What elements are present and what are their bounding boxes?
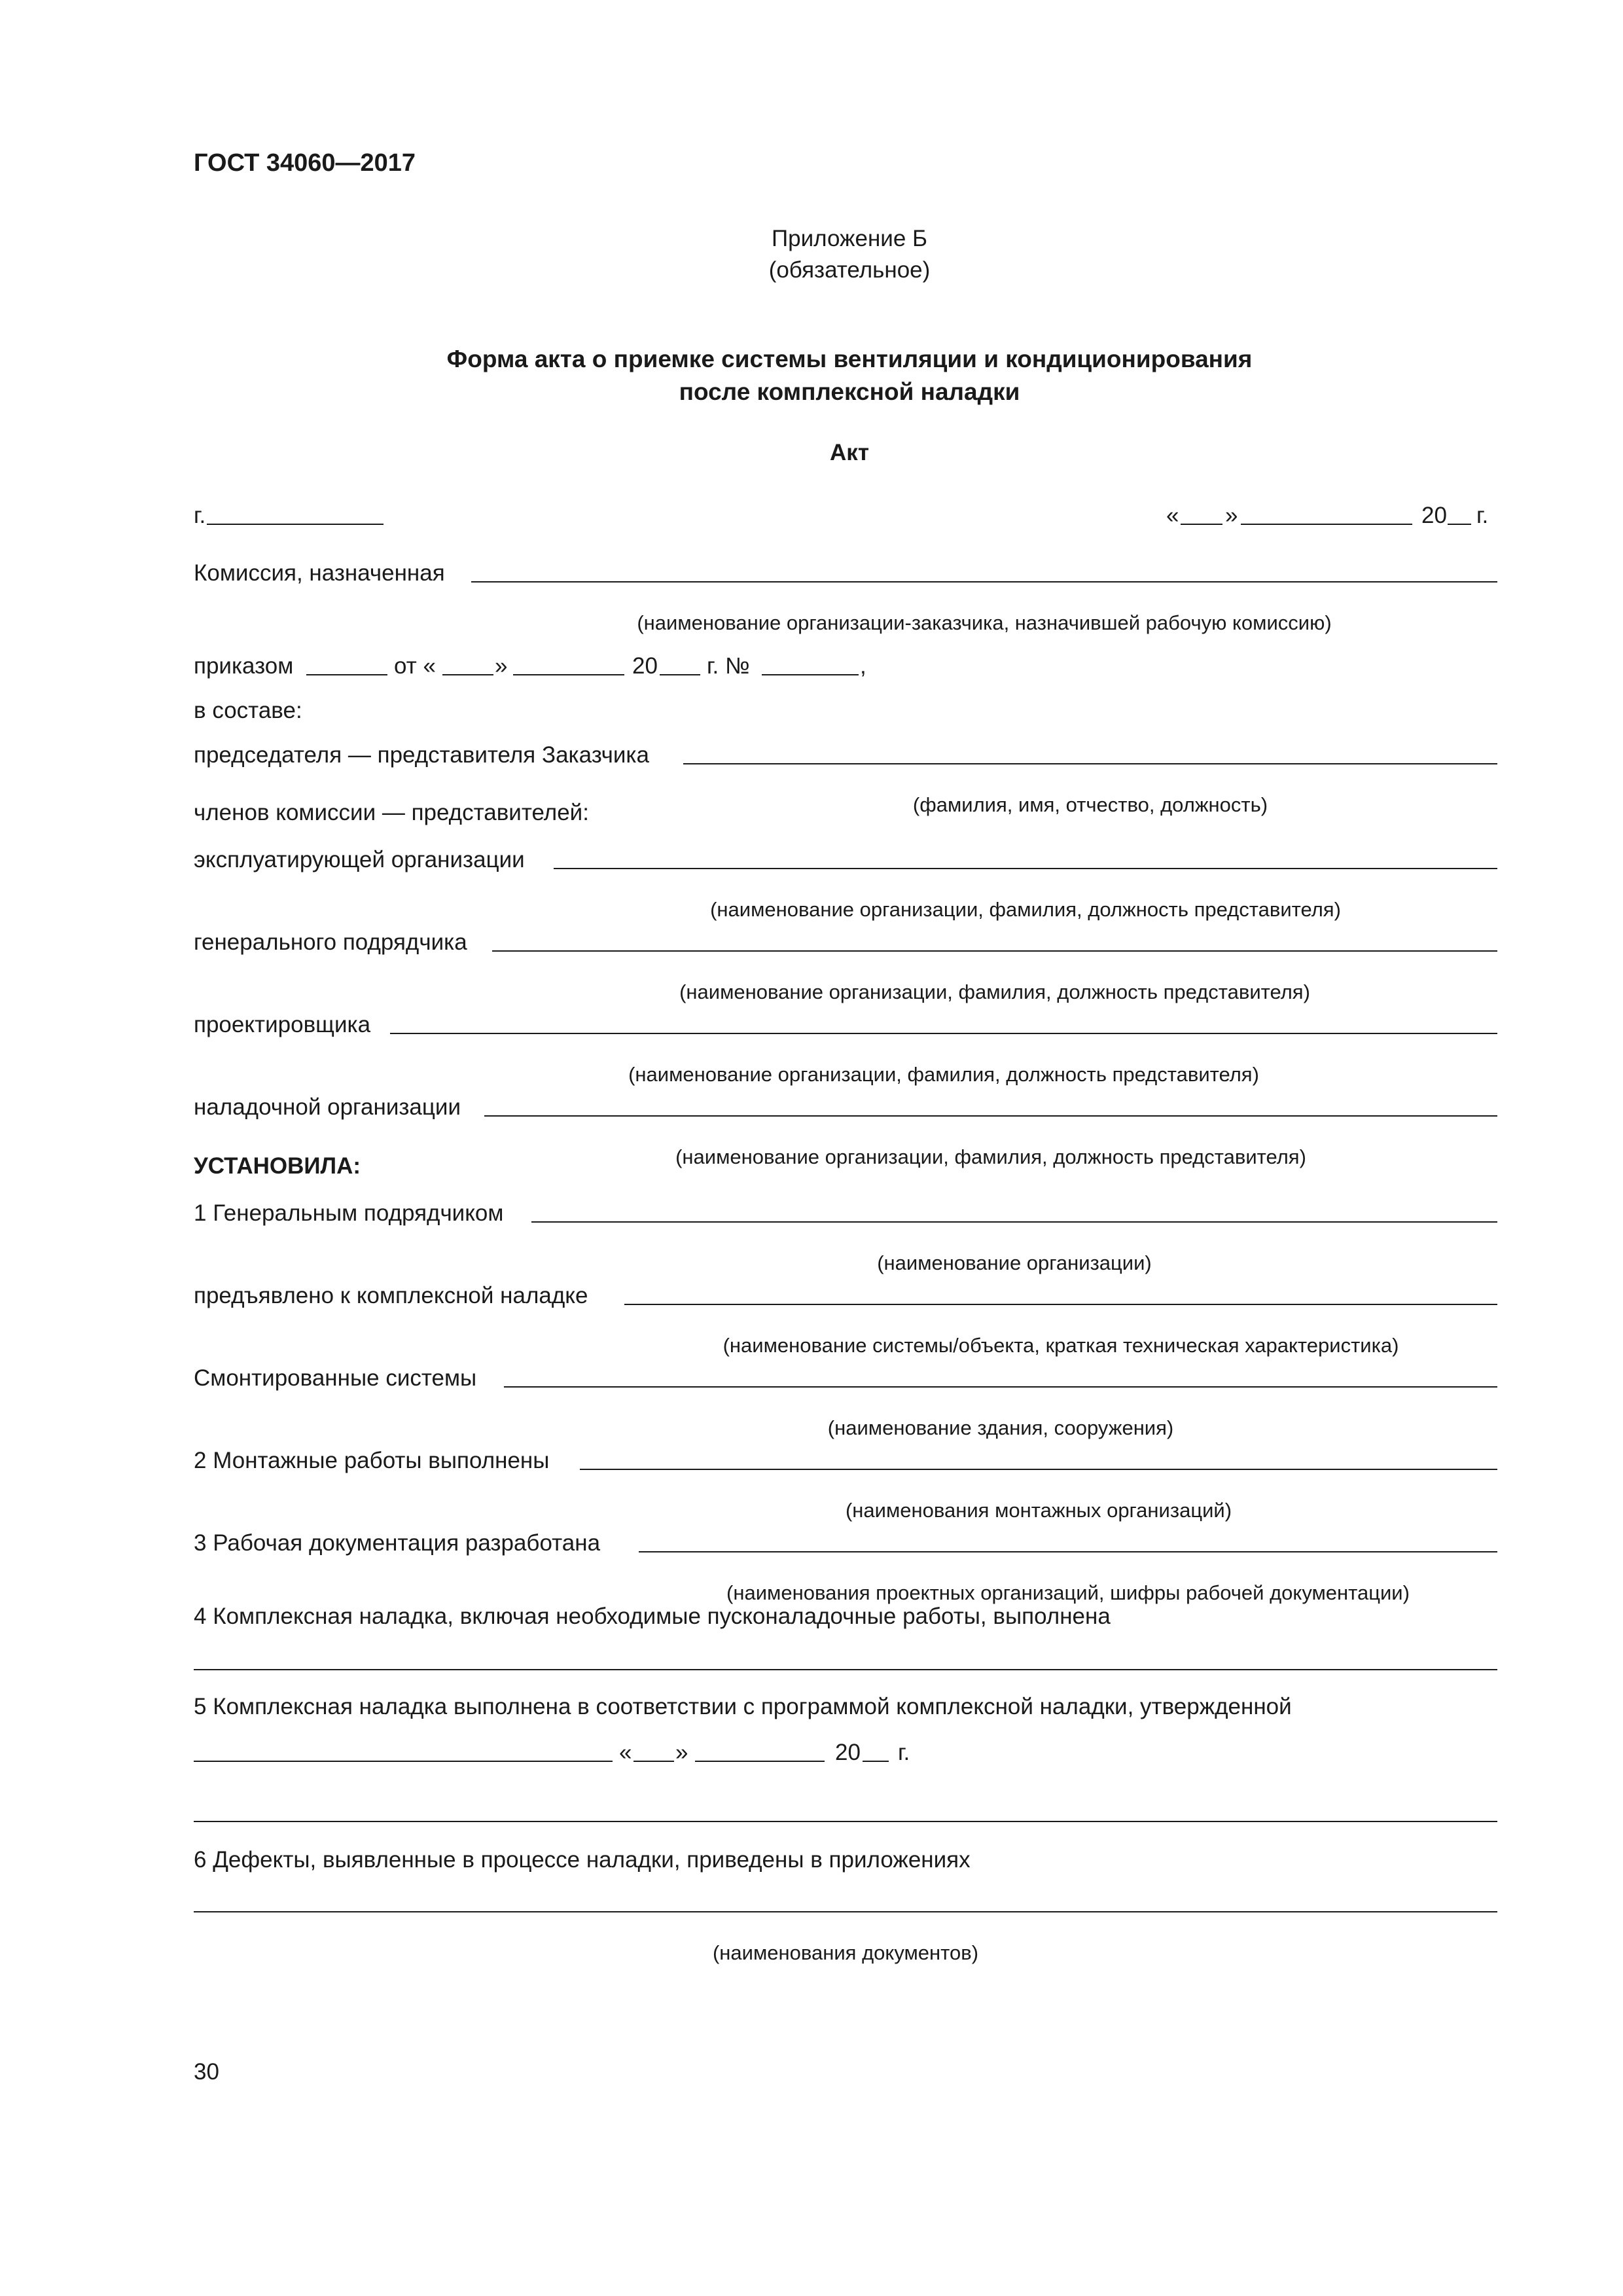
order-doc-number-field[interactable] (762, 674, 859, 675)
member-field-general-contractor[interactable] (492, 950, 1497, 952)
chairman-caption: (фамилия, имя, отчество, должность) (912, 793, 1268, 816)
form-title-line2: после комплексной наладки (679, 378, 1020, 405)
appendix-status: (обязательное) (768, 257, 931, 283)
chairman-label: председателя — представителя Заказчика (194, 742, 649, 768)
member-field-commissioning[interactable] (484, 1115, 1497, 1117)
item1-label: 1 Генеральным подрядчиком (194, 1200, 504, 1226)
year-suffix: г. (1476, 503, 1489, 528)
item2-label: 2 Монтажные работы выполнены (194, 1448, 550, 1473)
order-year-prefix: 20 (632, 653, 658, 679)
order-num-label: г. № (707, 653, 750, 679)
appendix-title: Приложение Б (772, 226, 927, 251)
item5-date-open-quote: « (619, 1740, 632, 1765)
order-number-field[interactable] (306, 674, 387, 675)
item5-month-field[interactable] (695, 1761, 825, 1762)
order-close-quote: » (495, 653, 508, 679)
item6-field[interactable] (194, 1911, 1497, 1912)
member-field-designer[interactable] (390, 1033, 1497, 1034)
item5-day-field[interactable] (633, 1761, 674, 1762)
date-open-quote: « (1166, 503, 1179, 528)
item3-field[interactable] (639, 1551, 1497, 1552)
item5-approver-field[interactable] (194, 1761, 613, 1762)
member-label-operating: эксплуатирующей организации (194, 847, 525, 872)
member-caption-operating: (наименование организации, фамилия, должность представителя) (710, 898, 1341, 921)
item3-label: 3 Рабочая документация разработана (194, 1530, 601, 1556)
item1c-caption: (наименование здания, сооружения) (827, 1416, 1174, 1439)
member-label-general-contractor: генерального подрядчика (194, 929, 467, 955)
item5-year-suffix: г. (898, 1740, 910, 1765)
standard-number: ГОСТ 34060—2017 (194, 149, 416, 177)
member-label-commissioning: наладочной организации (194, 1094, 461, 1120)
item5-year-prefix: 20 (835, 1740, 861, 1765)
commission-field[interactable] (471, 581, 1497, 583)
item4-label: 4 Комплексная наладка, включая необходимые пусконаладочные работы, выполнена (194, 1604, 1111, 1629)
item5-extra-field[interactable] (194, 1821, 1497, 1822)
page-number: 30 (194, 2059, 219, 2085)
day-field[interactable] (1181, 524, 1222, 525)
order-day-field[interactable] (442, 674, 493, 675)
item2-caption: (наименования монтажных организаций) (845, 1499, 1232, 1522)
item1-caption: (наименование организации) (877, 1251, 1152, 1274)
order-comma: , (860, 653, 866, 679)
order-prefix: приказом (194, 653, 294, 679)
member-field-operating[interactable] (554, 868, 1497, 869)
item5-label: 5 Комплексная наладка выполнена в соответствии с программой комплексной наладки, утвержденной (194, 1694, 1292, 1719)
member-caption-general-contractor: (наименование организации, фамилия, должность представителя) (679, 980, 1310, 1003)
order-from: от « (394, 653, 436, 679)
item1-field[interactable] (531, 1221, 1497, 1223)
act-label: Акт (830, 440, 869, 465)
commission-caption: (наименование организации-заказчика, назначившей рабочую комиссию) (637, 611, 1332, 634)
form-title-line1: Форма акта о приемке системы вентиляции и кондиционирования (446, 346, 1253, 372)
members-label: членов комиссии — представителей: (194, 800, 589, 825)
item1b-field[interactable] (624, 1304, 1497, 1305)
commission-label: Комиссия, назначенная (194, 560, 445, 586)
year-prefix: 20 (1421, 503, 1447, 528)
item6-caption: (наименования документов) (712, 1941, 979, 1964)
member-caption-commissioning: (наименование организации, фамилия, должность представителя) (675, 1145, 1306, 1168)
item2-field[interactable] (580, 1469, 1497, 1470)
item1b-caption: (наименование системы/объекта, краткая техническая характеристика) (722, 1334, 1399, 1357)
chairman-field[interactable] (683, 763, 1497, 764)
item6-label: 6 Дефекты, выявленные в процессе наладки, приведены в приложениях (194, 1847, 971, 1873)
order-month-field[interactable] (513, 674, 624, 675)
order-year-field[interactable] (660, 674, 700, 675)
item5-year-field[interactable] (863, 1761, 889, 1762)
established-heading: УСТАНОВИЛА: (194, 1153, 361, 1179)
item4-field[interactable] (194, 1669, 1497, 1670)
item1c-label: Смонтированные системы (194, 1365, 477, 1391)
city-prefix: г. (194, 503, 206, 528)
composition-label: в составе: (194, 698, 302, 723)
city-field[interactable] (207, 524, 383, 525)
item1c-field[interactable] (504, 1386, 1497, 1388)
item3-caption: (наименования проектных организаций, шифры рабочей документации) (726, 1581, 1410, 1604)
year-field[interactable] (1448, 524, 1471, 525)
item1b-label: предъявлено к комплексной наладке (194, 1283, 588, 1308)
member-label-designer: проектировщика (194, 1012, 371, 1037)
member-caption-designer: (наименование организации, фамилия, должность представителя) (628, 1063, 1259, 1086)
month-field[interactable] (1241, 524, 1412, 525)
item5-date-close-quote: » (675, 1740, 688, 1765)
date-close-quote: » (1225, 503, 1238, 528)
